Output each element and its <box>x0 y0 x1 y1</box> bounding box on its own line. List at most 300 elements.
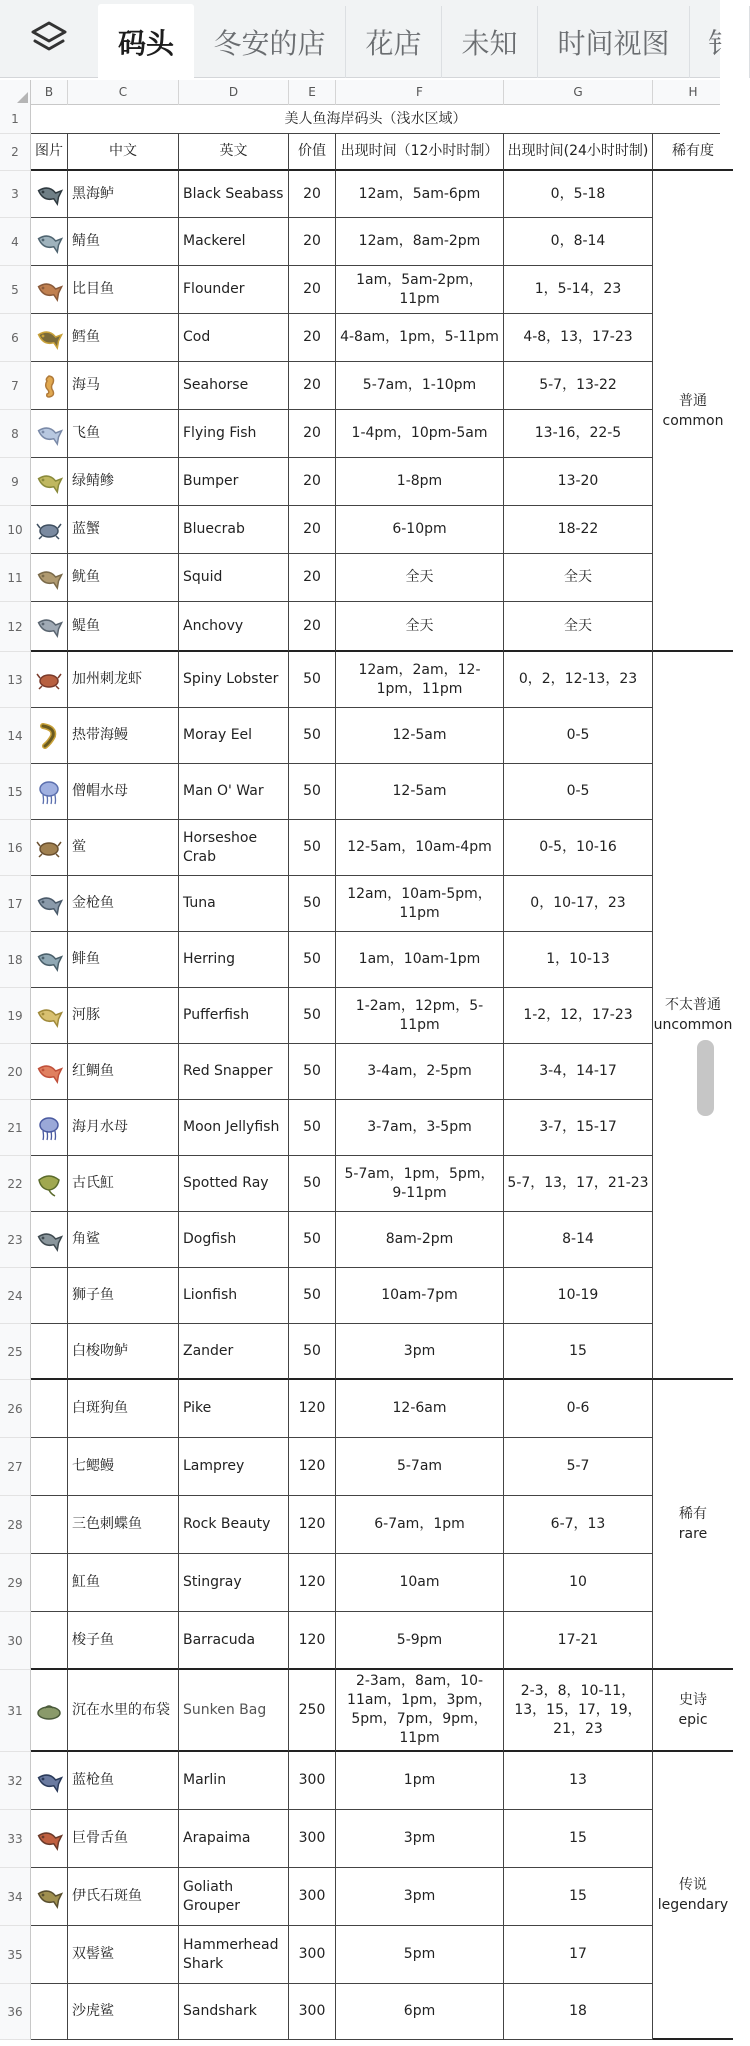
row-number[interactable]: 24 <box>0 1268 31 1324</box>
time-24h[interactable]: 3-4，14-17 <box>504 1044 653 1100</box>
fish-name-en[interactable]: Spiny Lobster <box>179 652 289 708</box>
row-number[interactable]: 17 <box>0 876 31 932</box>
squid-icon <box>35 564 63 592</box>
rarity-label-zh: 传说 <box>679 1877 707 1893</box>
fish-name-en[interactable]: Dogfish <box>179 1212 289 1268</box>
fish-image-cell[interactable] <box>31 876 68 932</box>
time-12h[interactable]: 6-7am，1pm <box>336 1496 504 1554</box>
sheet-title[interactable]: 美人鱼海岸码头（浅水区域） <box>31 105 720 134</box>
time-12h[interactable]: 1am，10am-1pm <box>336 932 504 988</box>
row-number[interactable]: 29 <box>0 1554 31 1612</box>
fish-image-cell[interactable] <box>31 652 68 708</box>
fish-name-zh[interactable]: 海马 <box>68 362 179 410</box>
fish-image-cell[interactable] <box>31 1496 68 1554</box>
header-value[interactable]: 价值 <box>289 134 336 171</box>
time-12h[interactable]: 5-9pm <box>336 1612 504 1670</box>
header-chinese[interactable]: 中文 <box>68 134 179 171</box>
rarity-cell[interactable] <box>653 1752 733 2040</box>
fish-name-zh[interactable]: 伊氏石斑鱼 <box>68 1868 179 1926</box>
fish-name-zh[interactable]: 红鲷鱼 <box>68 1044 179 1100</box>
fish-value[interactable]: 20 <box>289 314 336 362</box>
time-24h[interactable]: 18-22 <box>504 506 653 554</box>
fish-name-zh[interactable]: 沙虎鲨 <box>68 1984 179 2040</box>
fish-image-cell[interactable] <box>31 314 68 362</box>
fish-name-en[interactable]: Bluecrab <box>179 506 289 554</box>
fish-value[interactable]: 120 <box>289 1438 336 1496</box>
fish-name-en[interactable]: Black Seabass <box>179 171 289 218</box>
column-header[interactable]: D <box>179 80 289 105</box>
fish-name-zh[interactable]: 鲱鱼 <box>68 932 179 988</box>
marlin-icon <box>35 1767 63 1795</box>
time-12h[interactable]: 12am，8am-2pm <box>336 218 504 266</box>
row-number[interactable]: 6 <box>0 314 31 362</box>
fish-name-zh[interactable]: 七鳃鳗 <box>68 1438 179 1496</box>
row-number[interactable]: 18 <box>0 932 31 988</box>
time-24h[interactable]: 0-6 <box>504 1380 653 1438</box>
time-24h[interactable]: 13-16，22-5 <box>504 410 653 458</box>
fish-value[interactable]: 50 <box>289 988 336 1044</box>
fish-name-zh[interactable]: 梭子鱼 <box>68 1612 179 1670</box>
fish-image-cell[interactable] <box>31 1752 68 1810</box>
fish-name-en[interactable]: Sandshark <box>179 1984 289 2040</box>
time-12h[interactable]: 3pm <box>336 1810 504 1868</box>
row-number[interactable]: 9 <box>0 458 31 506</box>
time-24h[interactable]: 0，2，12-13，23 <box>504 652 653 708</box>
row-number[interactable]: 30 <box>0 1612 31 1670</box>
time-24h[interactable]: 13-20 <box>504 458 653 506</box>
row-number[interactable]: 12 <box>0 602 31 652</box>
fish-image-cell[interactable] <box>31 1670 68 1752</box>
rarity-label-en: legendary <box>657 1897 729 1913</box>
fish-value[interactable]: 120 <box>289 1612 336 1670</box>
fish-image-cell[interactable] <box>31 458 68 506</box>
row-number[interactable]: 4 <box>0 218 31 266</box>
fish-image-cell[interactable] <box>31 362 68 410</box>
fish-value[interactable]: 20 <box>289 362 336 410</box>
fish-image-cell[interactable] <box>31 1984 68 2040</box>
fish-value[interactable]: 300 <box>289 1868 336 1926</box>
fish-value[interactable]: 250 <box>289 1670 336 1752</box>
fish-name-en[interactable]: Sunken Bag <box>179 1670 289 1752</box>
row-number[interactable]: 5 <box>0 266 31 314</box>
column-header[interactable]: E <box>289 80 336 105</box>
fish-image-cell[interactable] <box>31 1810 68 1868</box>
fish-image-cell[interactable] <box>31 410 68 458</box>
fish-name-zh[interactable]: 黑海鲈 <box>68 171 179 218</box>
tuna-icon <box>35 890 63 918</box>
fish-name-zh[interactable]: 僧帽水母 <box>68 764 179 820</box>
time-12h[interactable]: 4-8am，1pm，5-11pm <box>336 314 504 362</box>
fish-value[interactable]: 300 <box>289 1984 336 2040</box>
fish-value[interactable]: 20 <box>289 506 336 554</box>
time-24h[interactable]: 4-8，13，17-23 <box>504 314 653 362</box>
sheet-tab-bar <box>0 0 737 78</box>
fish-name-zh[interactable]: 蓝枪鱼 <box>68 1752 179 1810</box>
fish-image-cell[interactable] <box>31 820 68 876</box>
time-12h[interactable]: 8am-2pm <box>336 1212 504 1268</box>
fish-name-zh[interactable]: 鲎 <box>68 820 179 876</box>
time-24h[interactable]: 15 <box>504 1810 653 1868</box>
column-header[interactable]: C <box>68 80 179 105</box>
fish-value[interactable]: 50 <box>289 1212 336 1268</box>
time-24h[interactable]: 1，10-13 <box>504 932 653 988</box>
time-24h[interactable]: 全天 <box>504 602 653 652</box>
sheet-menu-button[interactable] <box>0 0 98 78</box>
time-12h[interactable]: 3pm <box>336 1324 504 1380</box>
row-number[interactable]: 2 <box>0 134 31 171</box>
fish-name-en[interactable]: Red Snapper <box>179 1044 289 1100</box>
seahorse-icon <box>35 372 63 400</box>
herring-icon <box>35 946 63 974</box>
time-24h[interactable]: 5-7，13，17，21-23 <box>504 1156 653 1212</box>
time-24h[interactable]: 8-14 <box>504 1212 653 1268</box>
fish-value[interactable]: 120 <box>289 1380 336 1438</box>
fish-name-zh[interactable]: 绿鲭鲹 <box>68 458 179 506</box>
row-number[interactable]: 14 <box>0 708 31 764</box>
fish-name-en[interactable]: Man O' War <box>179 764 289 820</box>
rarity-cell[interactable] <box>653 171 733 652</box>
time-12h[interactable]: 5-7am，1pm，5pm，9-11pm <box>336 1156 504 1212</box>
fish-value[interactable]: 20 <box>289 554 336 602</box>
fish-name-en[interactable]: Zander <box>179 1324 289 1380</box>
fish-value[interactable]: 300 <box>289 1810 336 1868</box>
time-24h[interactable]: 3-7，15-17 <box>504 1100 653 1156</box>
rarity-label-zh: 稀有 <box>679 1506 707 1522</box>
fish-image-cell[interactable] <box>31 602 68 652</box>
row-number[interactable]: 13 <box>0 652 31 708</box>
fish-image-cell[interactable] <box>31 764 68 820</box>
vertical-scrollbar[interactable] <box>697 1040 714 1116</box>
time-24h[interactable]: 2-3，8，10-11，13，15，17，19，21，23 <box>504 1670 653 1752</box>
time-12h[interactable]: 10am <box>336 1554 504 1612</box>
row-number[interactable]: 32 <box>0 1752 31 1810</box>
time-12h[interactable]: 5-7am <box>336 1438 504 1496</box>
fish-name-zh[interactable]: 金枪鱼 <box>68 876 179 932</box>
fish-name-en[interactable]: Pike <box>179 1380 289 1438</box>
time-24h[interactable]: 0-5 <box>504 764 653 820</box>
fish-name-zh[interactable]: 鳀鱼 <box>68 602 179 652</box>
fish-value[interactable]: 20 <box>289 602 336 652</box>
fish-image-cell[interactable] <box>31 1554 68 1612</box>
time-24h[interactable]: 13 <box>504 1752 653 1810</box>
bumper-icon <box>35 468 63 496</box>
row-number[interactable]: 7 <box>0 362 31 410</box>
moray-eel-icon <box>35 722 63 750</box>
time-24h[interactable]: 15 <box>504 1324 653 1380</box>
moon-jellyfish-icon <box>35 1114 63 1142</box>
time-12h[interactable]: 1pm <box>336 1752 504 1810</box>
time-12h[interactable]: 3-4am，2-5pm <box>336 1044 504 1100</box>
time-12h[interactable]: 12-5am，10am-4pm <box>336 820 504 876</box>
select-all-corner[interactable] <box>0 80 31 105</box>
row-number[interactable]: 15 <box>0 764 31 820</box>
fish-value[interactable]: 120 <box>289 1496 336 1554</box>
fish-name-en[interactable]: Seahorse <box>179 362 289 410</box>
time-12h[interactable]: 6pm <box>336 1984 504 2040</box>
row-number[interactable]: 10 <box>0 506 31 554</box>
time-12h[interactable]: 6-10pm <box>336 506 504 554</box>
header-time-12h[interactable]: 出现时间（12小时时制） <box>336 134 504 171</box>
fish-name-zh[interactable]: 加州刺龙虾 <box>68 652 179 708</box>
fish-name-en[interactable]: Bumper <box>179 458 289 506</box>
fish-name-en[interactable]: Lionfish <box>179 1268 289 1324</box>
row-number[interactable]: 36 <box>0 1984 31 2040</box>
tab-overflow[interactable]: 钅 <box>690 6 750 78</box>
row-number[interactable]: 25 <box>0 1324 31 1380</box>
time-12h[interactable]: 1am，5am-2pm，11pm <box>336 266 504 314</box>
column-header[interactable]: H <box>688 85 698 99</box>
fish-name-zh[interactable]: 双髻鲨 <box>68 1926 179 1984</box>
time-24h[interactable]: 0-5 <box>504 708 653 764</box>
row-number[interactable]: 16 <box>0 820 31 876</box>
fish-image-cell[interactable] <box>31 1156 68 1212</box>
time-12h[interactable]: 1-2am，12pm，5-11pm <box>336 988 504 1044</box>
fish-image-cell[interactable] <box>31 1324 68 1380</box>
time-12h[interactable]: 12am，2am，12-1pm，11pm <box>336 652 504 708</box>
tab-winston-shop[interactable]: 冬安的店 <box>194 6 346 78</box>
fish-value[interactable]: 50 <box>289 932 336 988</box>
row-number[interactable]: 27 <box>0 1438 31 1496</box>
time-12h[interactable]: 全天 <box>336 554 504 602</box>
fish-image-cell[interactable] <box>31 218 68 266</box>
fish-image-cell[interactable] <box>31 1438 68 1496</box>
time-12h[interactable]: 12am，10am-5pm，11pm <box>336 876 504 932</box>
fish-image-cell[interactable] <box>31 988 68 1044</box>
time-12h[interactable]: 12am，5am-6pm <box>336 171 504 218</box>
time-12h[interactable]: 5pm <box>336 1926 504 1984</box>
time-12h[interactable]: 3-7am，3-5pm <box>336 1100 504 1156</box>
fish-value[interactable]: 20 <box>289 266 336 314</box>
column-header[interactable]: B <box>31 80 68 105</box>
fish-image-cell[interactable] <box>31 554 68 602</box>
fish-name-en[interactable]: Horseshoe Crab <box>179 820 289 876</box>
row-number[interactable]: 26 <box>0 1380 31 1438</box>
row-number[interactable]: 20 <box>0 1044 31 1100</box>
time-24h[interactable]: 10-19 <box>504 1268 653 1324</box>
row-number[interactable]: 21 <box>0 1100 31 1156</box>
fish-image-cell[interactable] <box>31 1268 68 1324</box>
fish-name-en[interactable]: Arapaima <box>179 1810 289 1868</box>
fish-value[interactable]: 50 <box>289 708 336 764</box>
row-number[interactable]: 8 <box>0 410 31 458</box>
row-number[interactable]: 11 <box>0 554 31 602</box>
fish-name-zh[interactable]: 热带海鳗 <box>68 708 179 764</box>
fish-name-en[interactable]: Cod <box>179 314 289 362</box>
black-seabass-icon <box>35 180 63 208</box>
time-24h[interactable]: 17-21 <box>504 1612 653 1670</box>
fish-image-cell[interactable] <box>31 1212 68 1268</box>
row-number[interactable]: 3 <box>0 171 31 218</box>
tab-flower-shop[interactable]: 花店 <box>346 6 442 78</box>
spotted-ray-icon <box>35 1170 63 1198</box>
fish-image-cell[interactable] <box>31 708 68 764</box>
time-12h[interactable]: 2-3am，8am，10-11am，1pm，3pm，5pm，7pm，9pm，11pm <box>336 1670 504 1752</box>
fish-name-en[interactable]: Marlin <box>179 1752 289 1810</box>
header-english[interactable]: 英文 <box>179 134 289 171</box>
time-24h[interactable]: 全天 <box>504 554 653 602</box>
fish-value[interactable]: 120 <box>289 1554 336 1612</box>
layers-icon <box>27 17 71 61</box>
row-number[interactable]: 23 <box>0 1212 31 1268</box>
fish-value[interactable]: 20 <box>289 171 336 218</box>
fish-name-en[interactable]: Mackerel <box>179 218 289 266</box>
time-12h[interactable]: 12-6am <box>336 1380 504 1438</box>
fish-name-zh[interactable]: 古氏魟 <box>68 1156 179 1212</box>
fish-name-en[interactable]: Barracuda <box>179 1612 289 1670</box>
fish-value[interactable]: 50 <box>289 1100 336 1156</box>
fish-name-en[interactable]: Rock Beauty <box>179 1496 289 1554</box>
rarity-cell[interactable] <box>653 652 733 1380</box>
sunken-bag-icon <box>35 1696 63 1724</box>
row-number[interactable]: 33 <box>0 1810 31 1868</box>
column-header[interactable]: G <box>504 80 653 105</box>
rarity-label-en: uncommon <box>653 1017 733 1033</box>
time-24h[interactable]: 17 <box>504 1926 653 1984</box>
time-24h[interactable]: 5-7 <box>504 1438 653 1496</box>
mackerel-icon <box>35 228 63 256</box>
header-time-24h[interactable]: 出现时间(24小时时制) <box>504 134 653 171</box>
fish-name-en[interactable]: Anchovy <box>179 602 289 652</box>
fish-name-en[interactable]: Flounder <box>179 266 289 314</box>
time-12h[interactable]: 12-5am <box>336 708 504 764</box>
fish-image-cell[interactable] <box>31 1044 68 1100</box>
fish-name-zh[interactable]: 飞鱼 <box>68 410 179 458</box>
rarity-cell[interactable] <box>653 1380 733 1670</box>
tab-time-view[interactable]: 时间视图 <box>538 6 690 78</box>
fish-image-cell[interactable] <box>31 266 68 314</box>
row-number[interactable]: 22 <box>0 1156 31 1212</box>
time-24h[interactable]: 10 <box>504 1554 653 1612</box>
flying-fish-icon <box>35 420 63 448</box>
time-12h[interactable]: 10am-7pm <box>336 1268 504 1324</box>
fish-value[interactable]: 20 <box>289 410 336 458</box>
fish-name-en[interactable]: Hammerhead Shark <box>179 1926 289 1984</box>
rarity-label-en: epic <box>678 1712 708 1728</box>
fish-name-en[interactable]: Spotted Ray <box>179 1156 289 1212</box>
man-o-war-icon <box>35 778 63 806</box>
fish-name-en[interactable]: Herring <box>179 932 289 988</box>
time-24h[interactable]: 1-2，12，17-23 <box>504 988 653 1044</box>
fish-name-en[interactable]: Lamprey <box>179 1438 289 1496</box>
fish-value[interactable]: 50 <box>289 1044 336 1100</box>
flounder-icon <box>35 276 63 304</box>
fish-value[interactable]: 300 <box>289 1926 336 1984</box>
fish-value[interactable]: 300 <box>289 1752 336 1810</box>
fish-name-en[interactable]: Stingray <box>179 1554 289 1612</box>
time-12h[interactable]: 3pm <box>336 1868 504 1926</box>
row-number[interactable]: 31 <box>0 1670 31 1752</box>
rarity-label-zh: 史诗 <box>679 1692 707 1708</box>
fish-image-cell[interactable] <box>31 506 68 554</box>
time-12h[interactable]: 12-5am <box>336 764 504 820</box>
time-24h[interactable]: 0-5，10-16 <box>504 820 653 876</box>
fish-image-cell[interactable] <box>31 171 68 218</box>
fish-name-zh[interactable]: 沉在水里的布袋 <box>68 1670 179 1752</box>
fish-value[interactable]: 50 <box>289 1156 336 1212</box>
time-12h[interactable]: 1-8pm <box>336 458 504 506</box>
fish-name-en[interactable]: Flying Fish <box>179 410 289 458</box>
tab-unknown[interactable]: 未知 <box>442 6 538 78</box>
time-24h[interactable]: 6-7，13 <box>504 1496 653 1554</box>
fish-value[interactable]: 20 <box>289 218 336 266</box>
fish-image-cell[interactable] <box>31 1926 68 1984</box>
fish-image-cell[interactable] <box>31 1868 68 1926</box>
header-image[interactable]: 图片 <box>31 134 68 171</box>
fish-name-zh[interactable]: 魟鱼 <box>68 1554 179 1612</box>
time-24h[interactable]: 0，8-14 <box>504 218 653 266</box>
rarity-label-zh: 不太普通 <box>665 997 721 1013</box>
row-number[interactable]: 28 <box>0 1496 31 1554</box>
fish-value[interactable]: 50 <box>289 764 336 820</box>
fish-name-en[interactable]: Pufferfish <box>179 988 289 1044</box>
fish-name-en[interactable]: Goliath Grouper <box>179 1868 289 1926</box>
arapaima-icon <box>35 1825 63 1853</box>
time-24h[interactable]: 18 <box>504 1984 653 2040</box>
fish-name-zh[interactable]: 角鲨 <box>68 1212 179 1268</box>
time-24h[interactable]: 0，5-18 <box>504 171 653 218</box>
fish-name-zh[interactable]: 比目鱼 <box>68 266 179 314</box>
fish-name-en[interactable]: Squid <box>179 554 289 602</box>
rarity-cell[interactable] <box>653 1670 733 1752</box>
column-header[interactable]: F <box>336 80 504 105</box>
fish-name-zh[interactable]: 白斑狗鱼 <box>68 1380 179 1438</box>
fish-name-zh[interactable]: 鳕鱼 <box>68 314 179 362</box>
time-24h[interactable]: 5-7，13-22 <box>504 362 653 410</box>
row-number[interactable]: 19 <box>0 988 31 1044</box>
red-snapper-icon <box>35 1058 63 1086</box>
time-12h[interactable]: 5-7am，1-10pm <box>336 362 504 410</box>
fish-name-zh[interactable]: 河豚 <box>68 988 179 1044</box>
fish-name-zh[interactable]: 三色刺蝶鱼 <box>68 1496 179 1554</box>
row-number[interactable]: 1 <box>0 105 31 134</box>
fish-name-zh[interactable]: 白梭吻鲈 <box>68 1324 179 1380</box>
fish-name-zh[interactable]: 蓝蟹 <box>68 506 179 554</box>
fish-value[interactable]: 20 <box>289 458 336 506</box>
time-12h[interactable]: 1-4pm，10pm-5am <box>336 410 504 458</box>
tab-dock[interactable]: 码头 <box>98 4 194 79</box>
horseshoe-crab-icon <box>35 834 63 862</box>
anchovy-icon <box>35 612 63 640</box>
column-header-row <box>0 80 720 105</box>
fish-image-cell[interactable] <box>31 1380 68 1438</box>
fish-value[interactable]: 50 <box>289 1268 336 1324</box>
fish-name-zh[interactable]: 狮子鱼 <box>68 1268 179 1324</box>
time-24h[interactable]: 15 <box>504 1868 653 1926</box>
row-number[interactable]: 34 <box>0 1868 31 1926</box>
fish-name-zh[interactable]: 巨骨舌鱼 <box>68 1810 179 1868</box>
fish-image-cell[interactable] <box>31 1100 68 1156</box>
fish-name-en[interactable]: Moon Jellyfish <box>179 1100 289 1156</box>
fish-name-en[interactable]: Moray Eel <box>179 708 289 764</box>
time-24h[interactable]: 0，10-17，23 <box>504 876 653 932</box>
fish-name-zh[interactable]: 鲭鱼 <box>68 218 179 266</box>
fish-value[interactable]: 50 <box>289 876 336 932</box>
fish-value[interactable]: 50 <box>289 652 336 708</box>
fish-image-cell[interactable] <box>31 1612 68 1670</box>
fish-value[interactable]: 50 <box>289 820 336 876</box>
spiny-lobster-icon <box>35 666 63 694</box>
time-24h[interactable]: 1，5-14，23 <box>504 266 653 314</box>
time-12h[interactable]: 全天 <box>336 602 504 652</box>
fish-value[interactable]: 50 <box>289 1324 336 1380</box>
header-rarity[interactable]: 稀有度 <box>653 134 733 171</box>
fish-image-cell[interactable] <box>31 932 68 988</box>
fish-name-en[interactable]: Tuna <box>179 876 289 932</box>
fish-name-zh[interactable]: 鱿鱼 <box>68 554 179 602</box>
row-number[interactable]: 35 <box>0 1926 31 1984</box>
rarity-label-en: common <box>662 412 724 429</box>
fish-name-zh[interactable]: 海月水母 <box>68 1100 179 1156</box>
